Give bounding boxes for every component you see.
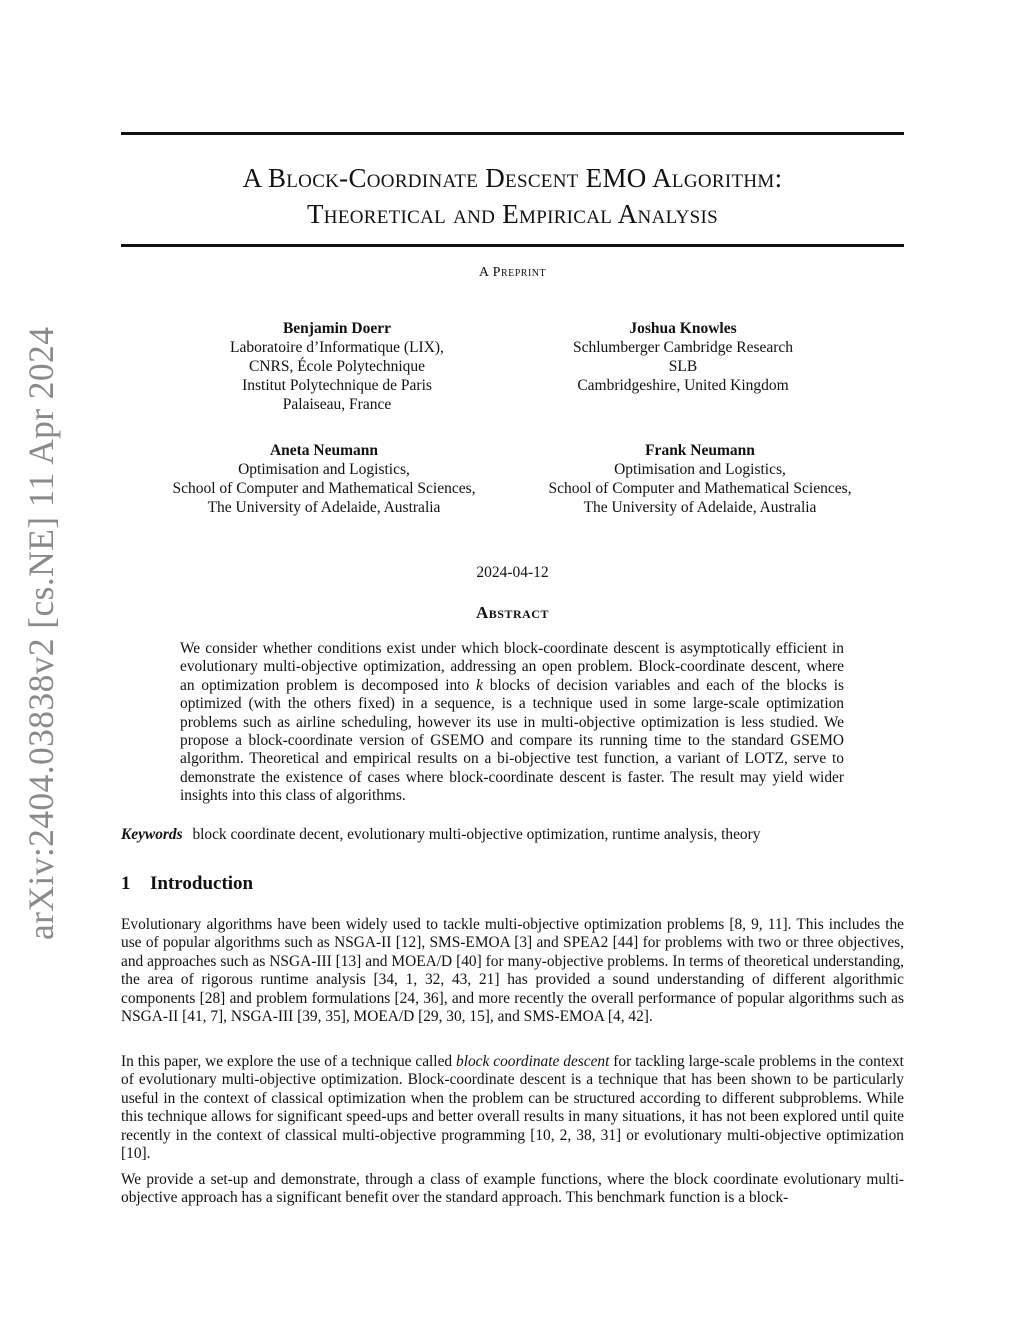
section-heading	[121, 873, 253, 895]
author-affiliation-line: Schlumberger Cambridge Research	[572, 339, 794, 356]
author-affiliation-line: CNRS, École Polytechnique	[248, 358, 426, 375]
abstract-text: We consider whether conditions exist under which block-coordinate descent is asymptotically efficient in evolutionary multi-objective optimization, addressing an open problem. Block-coordinate descent, where an optimization problem is decomposed into k blocks of decision variables and each of the blocks is optimized (with the others fixed) in a sequence, is a technique used in some large-scale optimization problems such as airline scheduling, however its use in multi-objective optimization is less studied. We propose a block-coordinate version of GSEMO and compare its running time to the standard GSEMO algorithm. Theoretical and empirical results on a bi-objective test function, a variant of LOTZ, serve to demonstrate the existence of cases where block-coordinate descent is faster. The result may yield wider insights into this class of algorithms.	[180, 640, 844, 805]
paper-title	[121, 160, 904, 232]
emphasis-term: block coordinate descent	[456, 1053, 610, 1070]
author-affiliation-line: The University of Adelaide, Australia	[583, 499, 817, 516]
author-name: Joshua Knowles	[629, 320, 737, 337]
preprint-label: A Preprint	[478, 265, 547, 280]
author-name: Benjamin Doerr	[282, 320, 392, 337]
author-block	[513, 319, 853, 395]
author-affiliation-line: SLB	[668, 358, 698, 375]
author-affiliation-line: Institut Polytechnique de Paris	[242, 377, 432, 394]
arxiv-stamp: arXiv:2404.03838v2 [cs.NE] 11 Apr 2024	[21, 326, 61, 940]
author-affiliation-line: Cambridgeshire, United Kingdom	[577, 377, 789, 394]
author-name: Aneta Neumann	[269, 442, 379, 459]
intro-paragraph-2: In this paper, we explore the use of a technique called block coordinate descent for tackling large-scale problems in the context of evolutionary multi-objective optimization. Block-coordinate descent is a technique that has been shown to be particularly useful in the context of classical optimization when the problem can be structured according to different subproblems. While this technique allows for significant speed-ups and better overall results in many situations, it has not been explored until quite recently in the context of classical multi-objective programming [10, 2, 38, 31] or evolutionary multi-objective optimization [10].	[121, 1053, 904, 1163]
keywords-line	[121, 826, 904, 844]
title-bottom-rule	[121, 244, 904, 247]
intro-paragraph-3: We provide a set-up and demonstrate, through a class of example functions, where the block coordinate evolutionary multi-objective approach has a significant benefit over the standard approach. This benchmark function is a block-	[121, 1171, 904, 1207]
paper-date: 2024-04-12	[476, 564, 549, 581]
author-affiliation-line: School of Computer and Mathematical Sciences,	[548, 480, 852, 497]
title-line-1: A Block-Coordinate Descent EMO Algorithm:	[242, 163, 783, 193]
author-block	[154, 441, 494, 517]
author-affiliation-line: School of Computer and Mathematical Sciences,	[172, 480, 476, 497]
title-top-rule	[121, 132, 904, 135]
abstract-heading: Abstract	[476, 603, 549, 622]
author-affiliation-line: The University of Adelaide, Australia	[207, 499, 441, 516]
author-affiliation-line: Palaiseau, France	[282, 396, 392, 413]
keywords-label: Keywords	[121, 826, 183, 843]
section-title: Introduction	[150, 873, 254, 894]
math-variable-k: k	[476, 676, 483, 694]
author-affiliation-line: Laboratoire d’Informatique (LIX),	[230, 339, 444, 356]
author-block	[167, 319, 507, 414]
keywords-text: block coordinate decent, evolutionary multi-objective optimization, runtime analysis, theory	[192, 826, 761, 843]
section-number: 1	[121, 873, 131, 894]
title-line-2: Theoretical and Empirical Analysis	[307, 199, 718, 229]
intro-paragraph-1: Evolutionary algorithms have been widely used to tackle multi-objective optimization problems [8, 9, 11]. This includes the use of popular algorithms such as NSGA-II [12], SMS-EMOA [3] and SPEA2 [44] for problems with two or three objectives, and approaches such as NSGA-III [13] and MOEA/D [40] for many-objective problems. In terms of theoretical understanding, the area of rigorous runtime analysis [34, 1, 32, 43, 21] has provided a sound understanding of different algorithmic components [28] and problem formulations [24, 36], and more recently the overall performance of popular algorithms such as NSGA-II [41, 7], NSGA-III [39, 35], MOEA/D [29, 30, 15], and SMS-EMOA [4, 42].	[121, 916, 904, 1026]
author-block	[530, 441, 870, 517]
author-affiliation-line: Optimisation and Logistics,	[614, 461, 786, 478]
author-affiliation-line: Optimisation and Logistics,	[238, 461, 410, 478]
author-name: Frank Neumann	[645, 442, 755, 459]
